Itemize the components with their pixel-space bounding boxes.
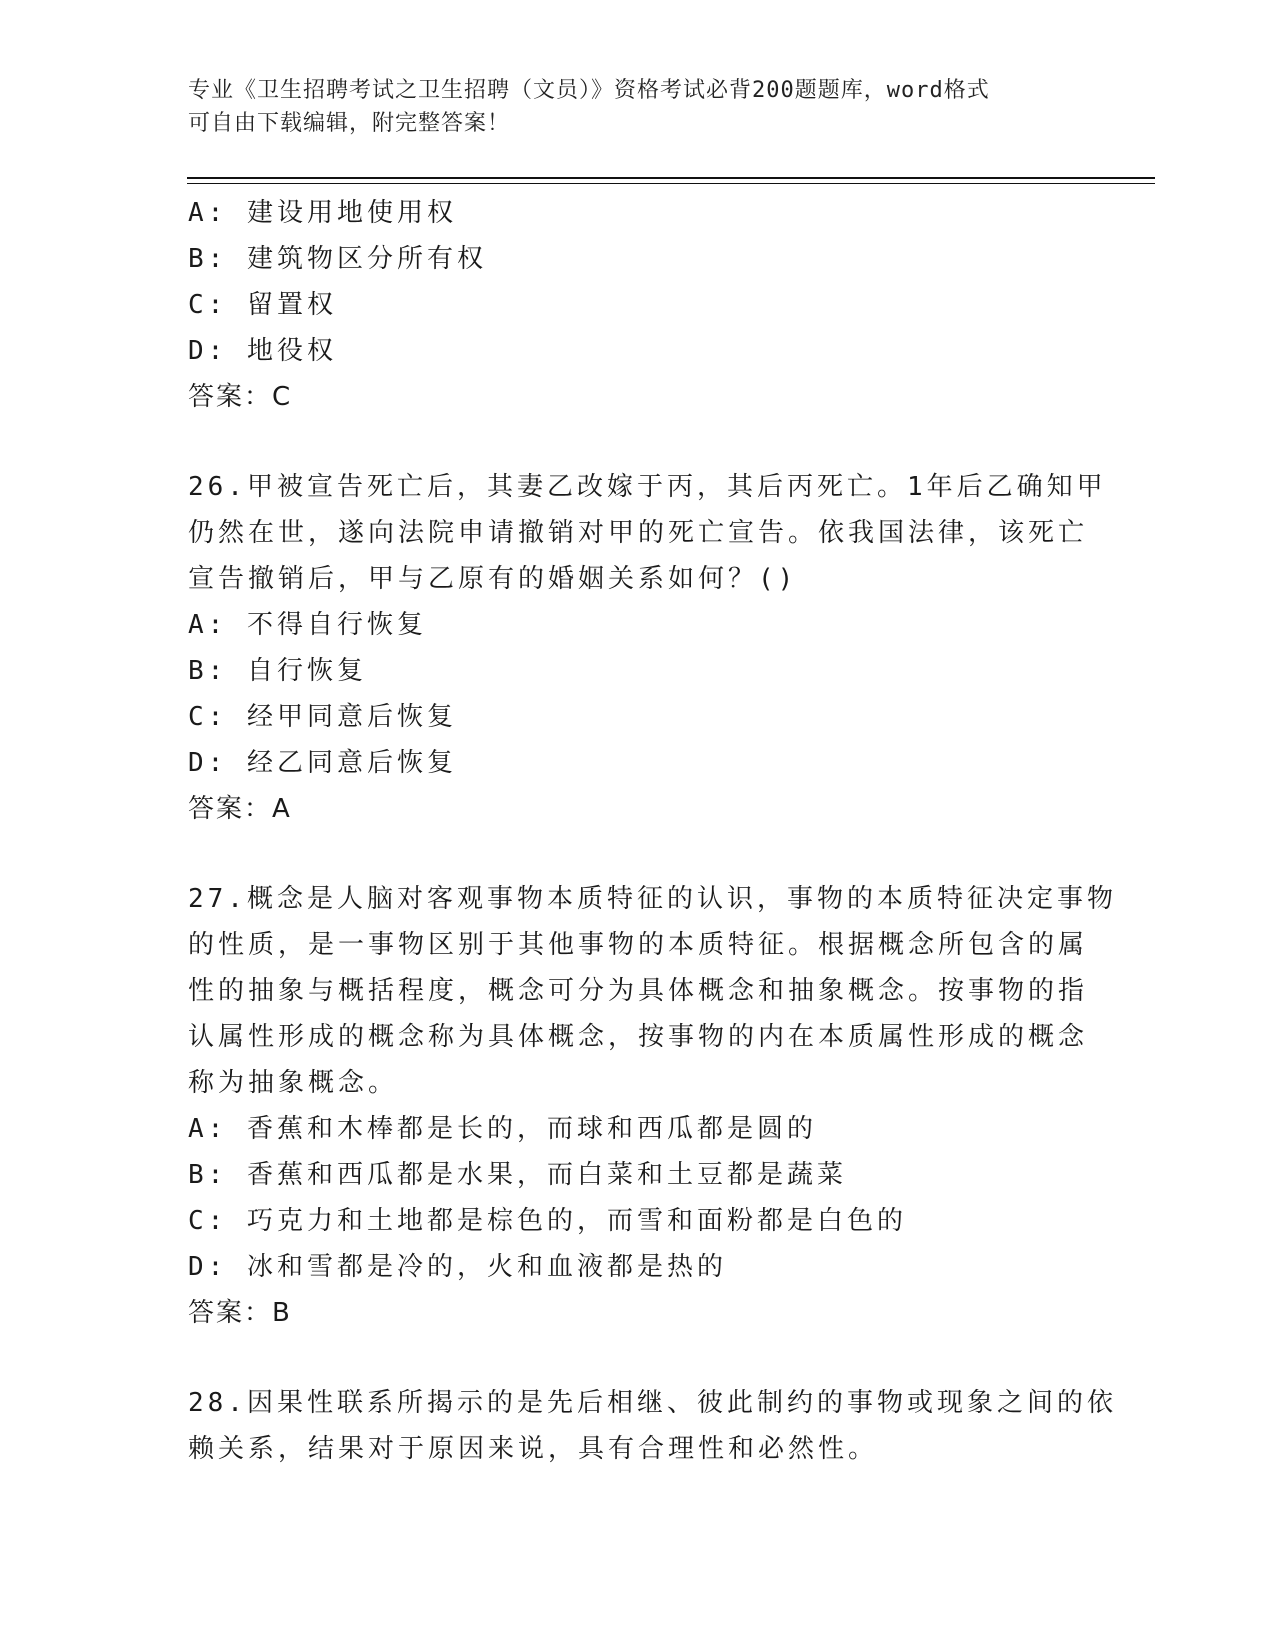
- spacer: [188, 832, 1088, 876]
- question-28: [188, 1380, 1117, 1472]
- option-c: C: 巧克力和土地都是棕色的，而雪和面粉都是白色的: [188, 1206, 907, 1236]
- option-c: C: 留置权: [188, 290, 337, 320]
- header-rule-thin: [187, 183, 1155, 184]
- option-b: B: 建筑物区分所有权: [188, 244, 487, 274]
- answer: 答案：A: [188, 794, 292, 824]
- option-d: D: 地役权: [188, 336, 337, 366]
- option-b: B: 香蕉和西瓜都是水果，而白菜和土豆都是蔬菜: [188, 1160, 847, 1190]
- question-26: [188, 464, 1107, 832]
- option-d: D: 冰和雪都是冷的，火和血液都是热的: [188, 1252, 727, 1282]
- question-25: [188, 190, 1088, 420]
- option-a: A: 建设用地使用权: [188, 198, 457, 228]
- question-content: [188, 190, 1117, 1472]
- header-rule-thick: [187, 177, 1155, 179]
- header-line-2: 可自由下载编辑，附完整答案！: [188, 111, 511, 136]
- option-b: B: 自行恢复: [188, 656, 367, 686]
- option-a: A: 不得自行恢复: [188, 610, 427, 640]
- question-text-line: 的性质，是一事物区别于其他事物的本质特征。根据概念所包含的属: [188, 930, 1089, 960]
- question-text-line: 28.因果性联系所揭示的是先后相继、彼此制约的事物或现象之间的依: [188, 1388, 1117, 1418]
- question-text-line: 赖关系，结果对于原因来说，具有合理性和必然性。: [188, 1434, 879, 1464]
- spacer: [188, 1336, 1088, 1380]
- question-27: [188, 876, 1117, 1336]
- question-text-line: 性的抽象与概括程度，概念可分为具体概念和抽象概念。按事物的指: [188, 976, 1089, 1006]
- question-text-line: 称为抽象概念。: [188, 1068, 399, 1098]
- option-c: C: 经甲同意后恢复: [188, 702, 457, 732]
- question-text-line: 宣告撤销后，甲与乙原有的婚姻关系如何？(): [188, 564, 798, 594]
- option-a: A: 香蕉和木棒都是长的，而球和西瓜都是圆的: [188, 1114, 817, 1144]
- answer: 答案：C: [188, 382, 293, 412]
- document-header: [188, 74, 1068, 140]
- question-text-line: 仍然在世，遂向法院申请撤销对甲的死亡宣告。依我国法律，该死亡: [188, 518, 1089, 548]
- question-text-line: 26.甲被宣告死亡后，其妻乙改嫁于丙，其后丙死亡。1年后乙确知甲: [188, 472, 1107, 502]
- question-text-line: 27.概念是人脑对客观事物本质特征的认识，事物的本质特征决定事物: [188, 884, 1117, 914]
- question-text-line: 认属性形成的概念称为具体概念，按事物的内在本质属性形成的概念: [188, 1022, 1089, 1052]
- header-line-1: 专业《卫生招聘考试之卫生招聘（文员）》资格考试必背200题题库，word格式: [188, 78, 990, 103]
- answer: 答案：B: [188, 1298, 292, 1328]
- spacer: [188, 420, 1088, 464]
- option-d: D: 经乙同意后恢复: [188, 748, 457, 778]
